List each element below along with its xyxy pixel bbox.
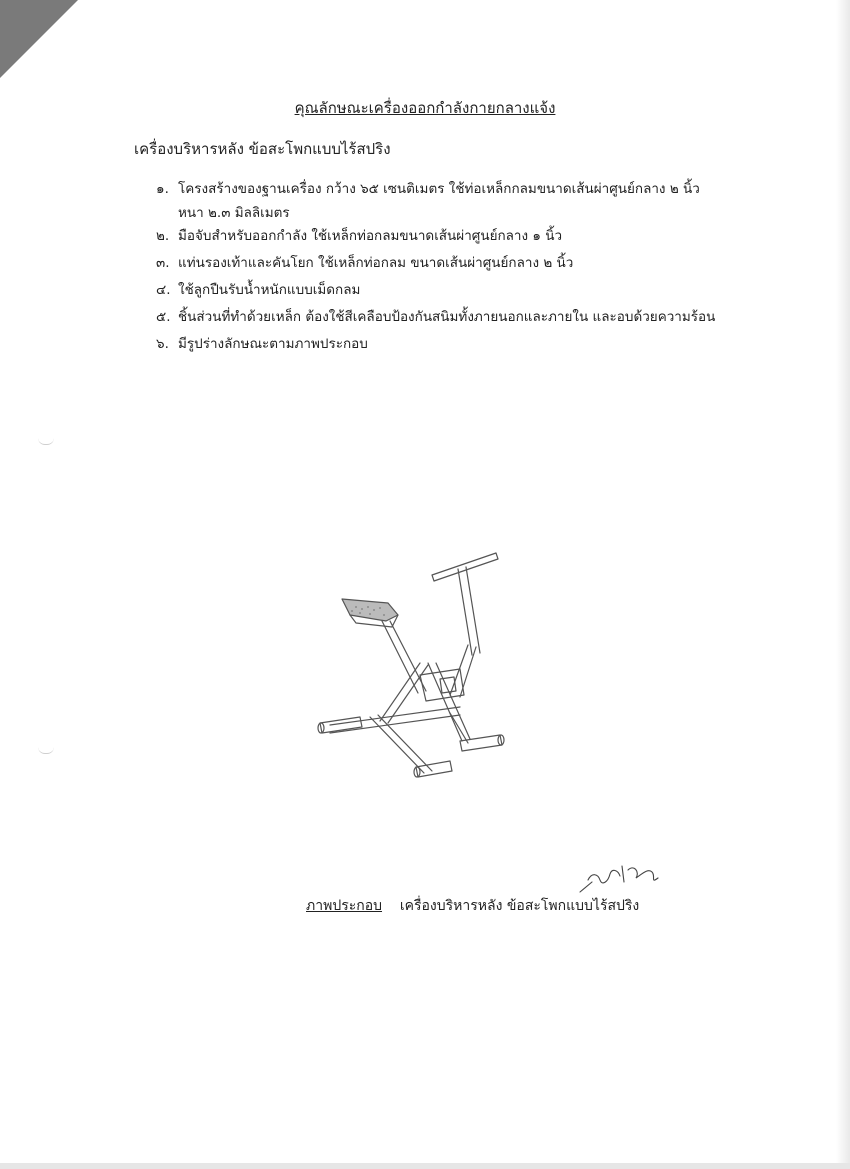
punch-hole-mark [38, 747, 54, 754]
punch-hole-mark [38, 438, 54, 445]
spec-text: มีรูปร่างลักษณะตามภาพประกอบ [178, 336, 368, 352]
spec-text: แท่นรองเท้าและคันโยก ใช้เหล็กท่อกลม ขนาดเส้นผ่าศูนย์กลาง ๒ นิ้ว [178, 255, 574, 271]
exercise-machine-illustration [300, 545, 550, 795]
spec-number: ๒. [156, 228, 170, 244]
spec-number: ๖. [156, 336, 169, 352]
spec-item [156, 250, 756, 277]
spec-number: ๑. [156, 181, 169, 197]
spec-item [156, 304, 756, 331]
equipment-name: เครื่องบริหารหลัง ข้อสะโพกแบบไร้สปริง [134, 140, 391, 158]
spec-item [156, 331, 756, 358]
spec-number: ๕. [156, 309, 171, 325]
spec-item [156, 176, 756, 203]
spec-item [156, 223, 756, 250]
folded-corner [0, 0, 78, 78]
document-title: คุณลักษณะเครื่องออกกำลังกายกลางแจ้ง [294, 99, 556, 117]
handwritten-note [578, 852, 668, 902]
page-edge-shadow [836, 0, 850, 1169]
spec-item [156, 277, 756, 304]
spec-continuation: หนา ๒.๓ มิลลิเมตร [178, 205, 290, 221]
caption-label: ภาพประกอบ [306, 898, 383, 914]
specification-list [156, 176, 756, 358]
spec-text: มือจับสำหรับออกกำลัง ใช้เหล็กท่อกลมขนาดเส้นผ่าศูนย์กลาง ๑ นิ้ว [178, 228, 563, 244]
caption-text: เครื่องบริหารหลัง ข้อสะโพกแบบไร้สปริง [399, 898, 640, 914]
spec-text: ใช้ลูกปืนรับน้ำหนักแบบเม็ดกลม [178, 282, 361, 298]
spec-number: ๓. [156, 255, 170, 271]
spec-number: ๔. [156, 282, 171, 298]
spec-text: โครงสร้างของฐานเครื่อง กว้าง ๖๕ เซนติเมตร ใช้ท่อเหล็กกลมขนาดเส้นผ่าศูนย์กลาง ๒ นิ้ว [178, 181, 700, 197]
spec-text: ชิ้นส่วนที่ทำด้วยเหล็ก ต้องใช้สีเคลือบป้องกันสนิมทั้งภายนอกและภายใน และอบด้วยความร้อน [178, 309, 716, 325]
page-bottom-edge [0, 1163, 850, 1169]
